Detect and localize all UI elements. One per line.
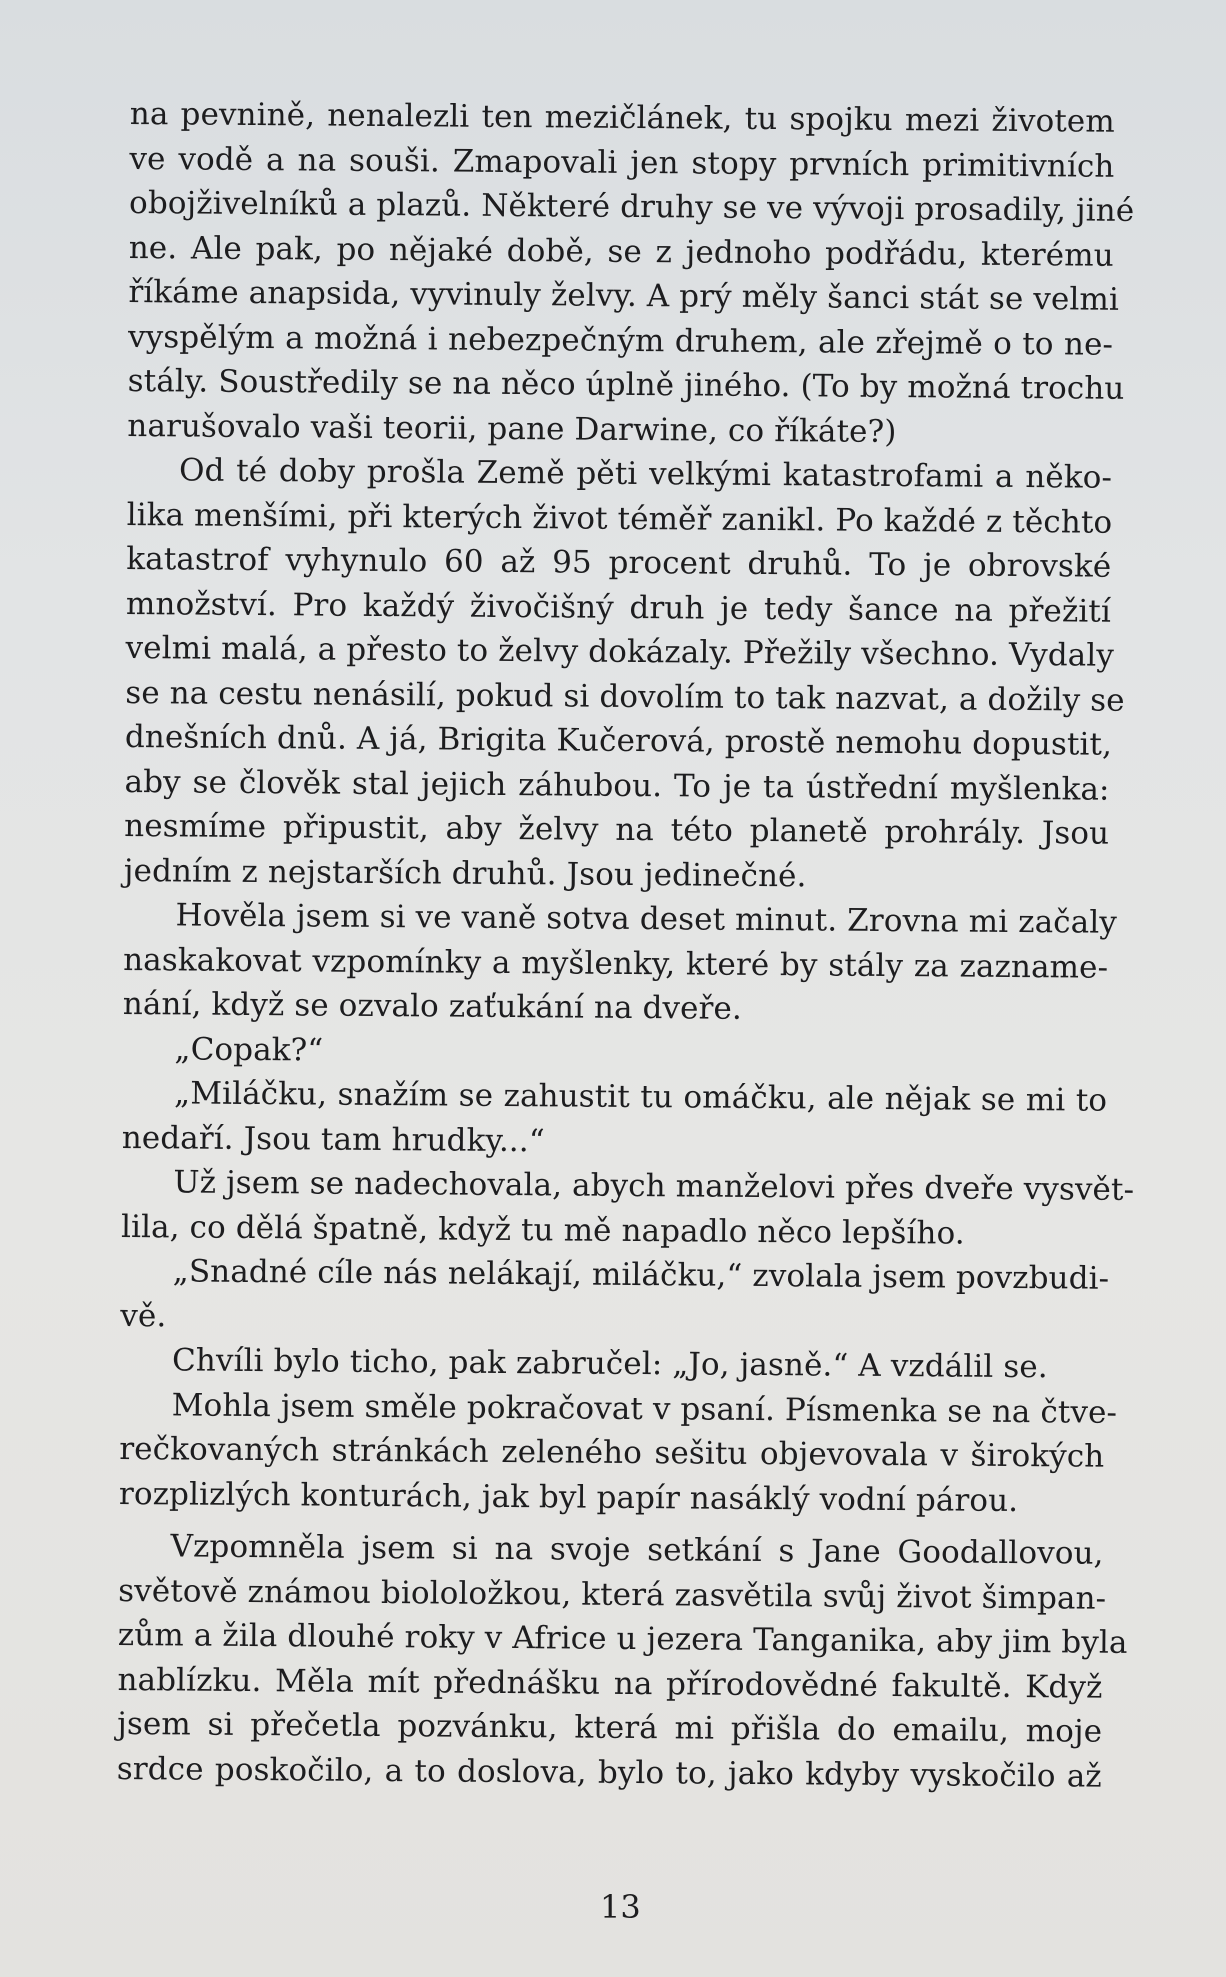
text-line: jedním z nejstarších druhů. Jsou jedinečné. bbox=[123, 852, 807, 894]
text-line: Mohla jsem směle pokračovat v psaní. Písmenka se na čtve- bbox=[171, 1386, 1118, 1431]
text-line: Už jsem se nadechovala, abych manželovi přes dveře vysvět- bbox=[173, 1164, 1135, 1208]
text-line: velmi malá, a přesto to želvy dokázaly. Přežily všechno. Vydaly bbox=[125, 629, 1115, 674]
text-line: ne. Ale pak, po nějaké době, se z jednoho podřádu, kterému bbox=[128, 229, 1114, 274]
text-line: stály. Soustředily se na něco úplně jiného. (To by možná trochu bbox=[127, 362, 1125, 407]
text-line: nablízku. Měla mít přednášku na přírodovědné fakultě. Když bbox=[117, 1661, 1103, 1706]
body-text bbox=[116, 92, 1135, 1799]
text-line: naskakovat vzpomínky a myšlenky, které by stály za zazname- bbox=[123, 941, 1109, 986]
text-line: aby se člověk stal jejich záhubou. To je ta ústřední myšlenka: bbox=[124, 763, 1110, 808]
text-line: „Miláčku, snažím se zahustit tu omáčku, ale nějak se mi to bbox=[173, 1075, 1108, 1119]
text-line: lika menšími, při kterých život téměř zanikl. Po každé z těchto bbox=[126, 496, 1113, 541]
text-line: jsem si přečetla pozvánku, která mi přišla do emailu, moje bbox=[117, 1705, 1103, 1750]
text-line: rečkovaných stránkách zeleného sešitu objevovala v širokých bbox=[119, 1430, 1105, 1475]
text-line: říkáme anapsida, vyvinuly želvy. A prý měly šanci stát se velmi bbox=[128, 273, 1120, 318]
text-line: vyspělým a možná i nebezpečným druhem, ale zřejmě o to ne- bbox=[127, 318, 1114, 363]
text-line: Hověla jsem si ve vaně sotva deset minut. Zrovna mi začaly bbox=[175, 897, 1118, 941]
text-line: na pevnině, nenalezli ten mezičlánek, tu spojku mezi životem bbox=[129, 95, 1115, 140]
text-line: se na cestu nenásilí, pokud si dovolím to tak nazvat, a dožily se bbox=[125, 674, 1125, 719]
text-line: zům a žila dlouhé roky v Africe u jezera Tanganika, aby jim byla bbox=[117, 1616, 1128, 1661]
text-line: množství. Pro každý živočišný druh je tedy šance na přežití bbox=[125, 585, 1112, 630]
text-line: katastrof vyhynulo 60 až 95 procent druhů. To je obrovské bbox=[126, 540, 1112, 585]
page-number: 13 bbox=[600, 1888, 641, 1926]
text-line: nání, když se ozvalo zaťukání na dveře. bbox=[122, 985, 743, 1027]
text-line: ve vodě a na souši. Zmapovali jen stopy prvních primitivních bbox=[129, 140, 1115, 185]
text-line: vě. bbox=[120, 1297, 167, 1334]
text-line: rozplizlých konturách, jak byl papír nasáklý vodní párou. bbox=[118, 1475, 1019, 1519]
text-line: Od té doby prošla Země pěti velkými katastrofami a něko- bbox=[178, 452, 1113, 496]
text-line: lila, co dělá špatně, když tu mě napadlo něco lepšího. bbox=[120, 1208, 965, 1252]
text-line: nedaří. Jsou tam hrudky...“ bbox=[121, 1119, 545, 1159]
text-line: Vzpomněla jsem si na svoje setkání s Jane Goodallovou, bbox=[170, 1528, 1104, 1572]
text-line: dnešních dnů. A já, Brigita Kučerová, prostě nemohu dopustit, bbox=[124, 718, 1113, 763]
text-line: „Snadné cíle nás nelákají, miláčku,“ zvolala jsem povzbudi- bbox=[172, 1253, 1110, 1297]
text-line: „Copak?“ bbox=[174, 1030, 324, 1069]
text-line: Chvíli bylo ticho, pak zabručel: „Jo, jasně.“ A vzdálil se. bbox=[171, 1342, 1048, 1386]
text-line: obojživelníků a plazů. Některé druhy se ve vývoji prosadily, jiné bbox=[128, 184, 1135, 229]
text-line: narušovalo vaši teorii, pane Darwine, co říkáte?) bbox=[127, 407, 897, 450]
text-line: nesmíme připustit, aby želvy na této planetě prohrály. Jsou bbox=[124, 807, 1110, 852]
text-line: srdce poskočilo, a to doslova, bylo to, jako kdyby vyskočilo až bbox=[116, 1750, 1102, 1795]
text-line: světově známou biololožkou, která zasvětila svůj život šimpan- bbox=[118, 1572, 1107, 1617]
